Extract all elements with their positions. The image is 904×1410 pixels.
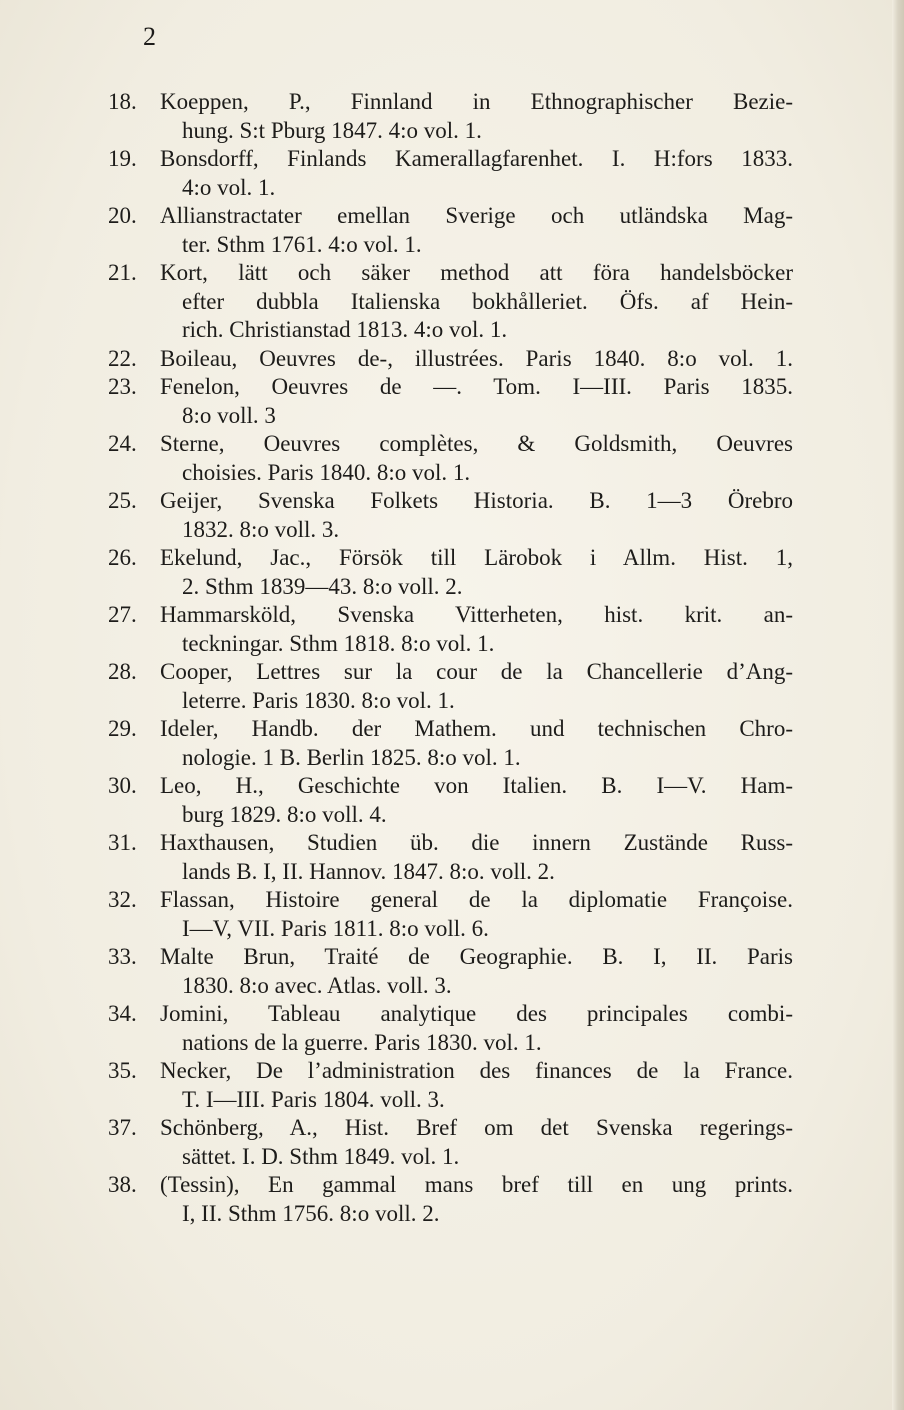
list-item xyxy=(108,202,793,259)
list-item xyxy=(108,544,793,601)
entry-line: (Tessin), En gammal mans bref till en ung prints. xyxy=(160,1172,793,1197)
list-item xyxy=(108,430,793,487)
list-item xyxy=(108,1114,793,1171)
list-item xyxy=(108,1000,793,1057)
entry-text xyxy=(160,373,793,430)
list-item xyxy=(108,658,793,715)
entry-line: 1830. 8:o avec. Atlas. voll. 3. xyxy=(182,972,452,998)
page-edge-shadow xyxy=(892,0,904,1410)
entry-line: 4:o vol. 1. xyxy=(182,174,276,200)
entry-line: nations de la guerre. Paris 1830. vol. 1. xyxy=(182,1029,542,1055)
entry-line: 8:o voll. 3 xyxy=(182,402,276,428)
entry-line: Schönberg, A., Hist. Bref om det Svenska regerings- xyxy=(160,1115,793,1140)
entry-number: 19. xyxy=(108,146,137,171)
entry-line: 2. Sthm 1839—43. 8:o voll. 2. xyxy=(182,573,463,599)
list-item xyxy=(108,715,793,772)
entry-number: 24. xyxy=(108,431,137,456)
entry-number: 21. xyxy=(108,260,137,285)
entry-line: Ekelund, Jac., Försök till Lärobok i Allm. Hist. 1, xyxy=(160,545,793,570)
list-item xyxy=(108,345,793,374)
entry-line: Koeppen, P., Finnland in Ethnographischer Bezie- xyxy=(160,89,793,114)
entry-number: 32. xyxy=(108,887,137,912)
entry-text xyxy=(160,601,793,658)
entry-text xyxy=(160,1171,793,1228)
list-item xyxy=(108,601,793,658)
entry-line: Boileau, Oeuvres de-, illustrées. Paris 1840. 8:o vol. 1. xyxy=(160,345,793,371)
entry-text xyxy=(160,487,793,544)
entry-number: 20. xyxy=(108,203,137,228)
entry-number: 25. xyxy=(108,488,137,513)
entry-line: rich. Christianstad 1813. 4:o vol. 1. xyxy=(182,317,508,342)
entry-text xyxy=(160,88,793,145)
entry-number: 34. xyxy=(108,1001,137,1026)
entry-number: 30. xyxy=(108,773,137,798)
entry-line: sättet. I. D. Sthm 1849. vol. 1. xyxy=(182,1143,460,1169)
entry-line: 1832. 8:o voll. 3. xyxy=(182,516,340,542)
entry-text xyxy=(160,1114,793,1171)
entry-line: Sterne, Oeuvres complètes, & Goldsmith, Oeuvres xyxy=(160,431,793,456)
entry-line: I—V, VII. Paris 1811. 8:o voll. 6. xyxy=(182,915,489,941)
list-item xyxy=(108,88,793,145)
entry-line: nologie. 1 B. Berlin 1825. 8:o vol. 1. xyxy=(182,744,521,770)
entry-line: teckningar. Sthm 1818. 8:o vol. 1. xyxy=(182,630,495,656)
entry-line: Malte Brun, Traité de Geographie. B. I, II. Paris xyxy=(160,944,793,969)
entry-text xyxy=(160,1000,793,1057)
entry-number: 23. xyxy=(108,374,137,399)
entry-text xyxy=(160,715,793,772)
entry-number: 38. xyxy=(108,1172,137,1197)
entry-line: Kort, lätt och säker method att föra handelsböcker xyxy=(160,260,793,285)
entry-line: Haxthausen, Studien üb. die innern Zustände Russ- xyxy=(160,830,793,855)
list-item xyxy=(108,259,793,345)
list-item xyxy=(108,487,793,544)
entry-line: ter. Sthm 1761. 4:o vol. 1. xyxy=(182,231,422,257)
entry-line: burg 1829. 8:o voll. 4. xyxy=(182,801,387,827)
entry-line: hung. S:t Pburg 1847. 4:o vol. 1. xyxy=(182,117,482,143)
entry-line: Bonsdorff, Finlands Kamerallagfarenhet. I. H:fors 1833. xyxy=(160,146,793,171)
entry-number: 37. xyxy=(108,1115,137,1140)
entry-line: choisies. Paris 1840. 8:o vol. 1. xyxy=(182,459,471,485)
entry-text xyxy=(160,886,793,943)
entry-line: T. I—III. Paris 1804. voll. 3. xyxy=(182,1086,445,1112)
list-item xyxy=(108,373,793,430)
entry-number: 31. xyxy=(108,830,137,855)
entry-text xyxy=(160,1057,793,1114)
entry-text xyxy=(160,430,793,487)
entry-text xyxy=(160,202,793,259)
entry-number: 22. xyxy=(108,345,137,371)
entry-line: Leo, H., Geschichte von Italien. B. I—V. Ham- xyxy=(160,773,793,798)
entry-line: Flassan, Histoire general de la diplomatie Françoise. xyxy=(160,887,793,912)
entry-text xyxy=(160,145,793,202)
entry-text xyxy=(160,259,793,345)
entry-text xyxy=(160,658,793,715)
list-item xyxy=(108,886,793,943)
entry-number: 33. xyxy=(108,944,137,969)
entry-line: leterre. Paris 1830. 8:o vol. 1. xyxy=(182,687,455,713)
entry-number: 27. xyxy=(108,602,137,627)
entry-line: Hammarsköld, Svenska Vitterheten, hist. krit. an- xyxy=(160,602,793,627)
entry-number: 35. xyxy=(108,1058,137,1083)
entry-text xyxy=(160,943,793,1000)
list-item xyxy=(108,772,793,829)
entry-text xyxy=(160,829,793,886)
entry-line: I, II. Sthm 1756. 8:o voll. 2. xyxy=(182,1200,440,1226)
bibliography-list xyxy=(108,88,793,1228)
entry-line: Geijer, Svenska Folkets Historia. B. 1—3 Örebro xyxy=(160,488,793,513)
page-number: 2 xyxy=(143,22,156,51)
entry-number: 18. xyxy=(108,89,137,114)
entry-line: Ideler, Handb. der Mathem. und technischen Chro- xyxy=(160,716,793,741)
entry-text xyxy=(160,772,793,829)
entry-number: 26. xyxy=(108,545,137,570)
list-item xyxy=(108,829,793,886)
entry-line: efter dubbla Italienska bokhålleriet. Öfs. af Hein- xyxy=(182,288,793,314)
entry-number: 29. xyxy=(108,716,137,741)
entry-line: Jomini, Tableau analytique des principales combi- xyxy=(160,1001,793,1026)
entry-line: Necker, De l’administration des finances de la France. xyxy=(160,1058,793,1083)
entry-number: 28. xyxy=(108,659,137,684)
entry-line: lands B. I, II. Hannov. 1847. 8:o. voll. 2. xyxy=(182,858,555,884)
entry-text xyxy=(160,345,793,374)
list-item xyxy=(108,145,793,202)
entry-text xyxy=(160,544,793,601)
entry-line: Cooper, Lettres sur la cour de la Chancellerie d’Ang- xyxy=(160,659,793,684)
list-item xyxy=(108,1057,793,1114)
entry-line: Allianstractater emellan Sverige och utländska Mag- xyxy=(160,203,793,228)
entry-line: Fenelon, Oeuvres de —. Tom. I—III. Paris 1835. xyxy=(160,374,793,399)
list-item xyxy=(108,1171,793,1228)
list-item xyxy=(108,943,793,1000)
